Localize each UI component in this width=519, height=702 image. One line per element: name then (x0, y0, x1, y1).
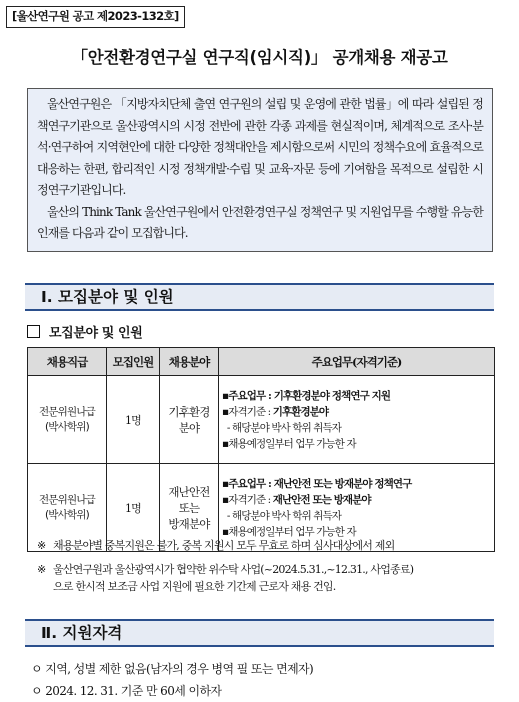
note-duplicate-application (37, 537, 497, 554)
duty-label: 자격기준 : (228, 405, 273, 418)
duty-text: 해당분야 박사 학위 취득자 (232, 509, 341, 522)
subheading-recruitment (27, 322, 142, 341)
duty-line (222, 420, 491, 436)
field-line: 방재분야 (168, 516, 210, 531)
field-line: 또는 (178, 500, 200, 515)
bullet-icon: ▪ (222, 493, 229, 506)
dash-icon: - (226, 421, 230, 434)
duty-line (222, 388, 491, 404)
intro-box (27, 88, 493, 252)
section-heading-recruitment: Ⅰ. 모집분야 및 인원 (25, 283, 494, 311)
header-field: 채용분야 (160, 348, 219, 376)
duty-label: 자격기준 : (228, 493, 273, 506)
notice-number: [울산연구원 공고 제2023-132호] (6, 6, 185, 28)
duty-text: 기후환경분야 정책연구 지원 (273, 389, 391, 402)
duty-line (222, 436, 491, 452)
qualification-item: ㅇ 2024. 12. 31. 기준 만 60세 이하자 (31, 684, 222, 698)
header-position: 채용직급 (28, 348, 107, 376)
intro-paragraph: 울산연구원은 「지방자치단체 출연 연구원의 설립 및 운영에 관한 법률」에 따라 설립된 정책연구기관으로 울산광역시의 시정 전반에 관한 각종 과제를 현실적이며, 체계적으로 조사·분석·연구하여 지역현안에 대한 다양한 정책대안을 제시함으로써 시민의 정책수요에 효율적으로 대응하는 한편, 합리적인 시정 정책개발·수립 및 교육·자문 등에 기여함을 목적으로 설립한 시정연구기관입니다. (37, 97, 483, 197)
field-line: 분야 (178, 420, 200, 435)
duty-label: 주요업무 : (228, 389, 274, 402)
note-text: 울산연구원과 울산광역시가 협약한 위수탁 사업(~2024.5.31.,~12.31., 사업종료) (53, 563, 414, 576)
table-header-row (28, 348, 495, 376)
subheading-label: 모집분야 및 인원 (49, 326, 143, 341)
reference-mark-icon: ※ (37, 539, 46, 552)
duty-label: 주요업무 : (228, 477, 274, 490)
duty-text: 채용예정일부터 업무 가능한 자 (228, 525, 356, 538)
cell-position (28, 376, 107, 464)
qualification-item: ㅇ 지역, 성별 제한 없음(남자의 경우 병역 필 또는 면제자) (31, 662, 314, 676)
recruitment-table (27, 347, 495, 552)
cell-count: 1명 (107, 464, 160, 552)
dash-icon: - (226, 509, 230, 522)
position-name: 전문위원나급 (38, 405, 96, 418)
field-line: 기후환경 (168, 404, 210, 419)
note-contract-period (37, 561, 497, 595)
cell-duties (219, 376, 495, 464)
bullet-icon: ▪ (222, 437, 229, 450)
duty-line (222, 476, 491, 492)
duty-line (222, 404, 491, 420)
bullet-icon: ▪ (222, 389, 229, 402)
qualifications-list (31, 658, 313, 702)
position-degree: (박사학위) (45, 508, 89, 521)
duty-text: 재난안전 또는 방재분야 정책연구 (273, 477, 412, 490)
duty-text: 채용예정일부터 업무 가능한 자 (228, 437, 356, 450)
position-name: 전문위원나급 (38, 493, 96, 506)
duty-text: 해당분야 박사 학위 취득자 (232, 421, 341, 434)
cell-field (160, 376, 219, 464)
section-heading-qualifications: Ⅱ. 지원자격 (25, 619, 494, 647)
table-row (28, 376, 495, 464)
bullet-icon: ▪ (222, 405, 229, 418)
header-duties: 주요업무(자격기준) (219, 348, 495, 376)
header-count: 모집인원 (107, 348, 160, 376)
cell-count: 1명 (107, 376, 160, 464)
position-degree: (박사학위) (45, 420, 89, 433)
page-title: 「안전환경연구실 연구직(임시직)」 공개채용 재공고 (71, 48, 448, 67)
note-text: 으로 한시적 보조금 사업 지원에 필요한 기간제 근로자 채용 건임. (53, 580, 336, 593)
note-text: 채용분야별 중복지원은 불가, 중복 지원시 모두 무효로 하며 심사대상에서 제외 (53, 539, 395, 552)
reference-mark-icon: ※ (37, 563, 46, 576)
duty-text: 재난안전 또는 방재분야 (272, 493, 371, 506)
checkbox-square-icon (27, 325, 40, 338)
bullet-icon: ▪ (222, 477, 229, 490)
intro-paragraph: 울산의 Think Tank 울산연구원에서 안전환경연구실 정책연구 및 지원업무를 수행할 유능한 인재를 다음과 같이 모집합니다. (37, 204, 483, 240)
duty-line (222, 492, 491, 508)
bullet-icon: ▪ (222, 525, 229, 538)
field-line: 재난안전 (168, 484, 210, 499)
duty-text: 기후환경분야 (272, 405, 329, 418)
duty-line (222, 508, 491, 524)
